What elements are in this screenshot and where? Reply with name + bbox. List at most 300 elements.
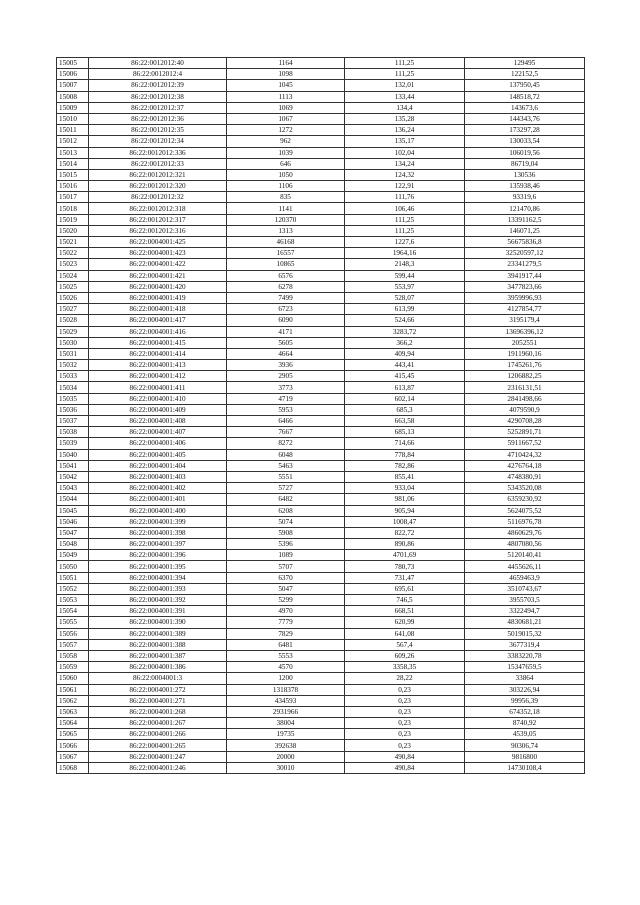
specific-value-cell: 135,17	[345, 136, 465, 147]
cadastral-value-cell: 5252891,71	[465, 427, 585, 438]
row-number-cell: 15062	[57, 695, 89, 706]
specific-value-cell: 111,25	[345, 58, 465, 69]
specific-value-cell: 106,46	[345, 203, 465, 214]
specific-value-cell: 663,58	[345, 416, 465, 427]
table-row	[57, 762, 585, 773]
row-number-cell: 15050	[57, 561, 89, 572]
area-cell: 7499	[227, 292, 345, 303]
row-number-cell: 15057	[57, 639, 89, 650]
row-number-cell: 15030	[57, 337, 89, 348]
row-number-cell: 15022	[57, 248, 89, 259]
specific-value-cell: 134,24	[345, 158, 465, 169]
area-cell: 4171	[227, 326, 345, 337]
table-row	[57, 113, 585, 124]
specific-value-cell: 1227,6	[345, 237, 465, 248]
cadastral-value-cell: 137950,45	[465, 80, 585, 91]
table-row	[57, 248, 585, 259]
area-cell: 1050	[227, 169, 345, 180]
area-cell: 16557	[227, 248, 345, 259]
cadastral-number-cell: 86:22:0004001:401	[89, 494, 227, 505]
cadastral-number-cell: 86:22:0004001:403	[89, 471, 227, 482]
specific-value-cell: 1008,47	[345, 516, 465, 527]
specific-value-cell: 782,86	[345, 460, 465, 471]
cadastral-number-cell: 86:22:0012012:37	[89, 102, 227, 113]
area-cell: 4570	[227, 662, 345, 673]
area-cell: 19735	[227, 729, 345, 740]
area-cell: 20000	[227, 751, 345, 762]
row-number-cell: 15063	[57, 706, 89, 717]
row-number-cell: 15061	[57, 684, 89, 695]
specific-value-cell: 133,44	[345, 91, 465, 102]
cadastral-value-cell: 130033,54	[465, 136, 585, 147]
cadastral-number-cell: 86:22:0004001:387	[89, 650, 227, 661]
cadastral-number-cell: 86:22:0004001:418	[89, 304, 227, 315]
row-number-cell: 15010	[57, 113, 89, 124]
table-row	[57, 326, 585, 337]
cadastral-value-cell: 93319,6	[465, 192, 585, 203]
area-cell: 5953	[227, 404, 345, 415]
area-cell: 6482	[227, 494, 345, 505]
table-row	[57, 281, 585, 292]
row-number-cell: 15068	[57, 762, 89, 773]
table-row	[57, 438, 585, 449]
specific-value-cell: 714,66	[345, 438, 465, 449]
table-row	[57, 147, 585, 158]
area-cell: 6466	[227, 416, 345, 427]
table-row	[57, 718, 585, 729]
row-number-cell: 15029	[57, 326, 89, 337]
row-number-cell: 15026	[57, 292, 89, 303]
specific-value-cell: 599,44	[345, 270, 465, 281]
area-cell: 4719	[227, 393, 345, 404]
cadastral-number-cell: 86:22:0012012:317	[89, 214, 227, 225]
specific-value-cell: 490,84	[345, 751, 465, 762]
area-cell: 5908	[227, 527, 345, 538]
cadastral-number-cell: 86:22:0004001:421	[89, 270, 227, 281]
cadastral-number-cell: 86:22:0004001:406	[89, 438, 227, 449]
cadastral-value-cell: 32520597,12	[465, 248, 585, 259]
cadastral-value-cell: 6359230,92	[465, 494, 585, 505]
cadastral-number-cell: 86:22:0012012:336	[89, 147, 227, 158]
cadastral-number-cell: 86:22:0004001:391	[89, 606, 227, 617]
row-number-cell: 15032	[57, 360, 89, 371]
row-number-cell: 15035	[57, 393, 89, 404]
table-row	[57, 91, 585, 102]
cadastral-value-cell: 3677319,4	[465, 639, 585, 650]
row-number-cell: 15047	[57, 527, 89, 538]
cadastral-number-cell: 86:22:0012012:35	[89, 125, 227, 136]
cadastral-number-cell: 86:22:0004001:420	[89, 281, 227, 292]
cadastral-value-cell: 121470,86	[465, 203, 585, 214]
row-number-cell: 15053	[57, 595, 89, 606]
row-number-cell: 15008	[57, 91, 89, 102]
cadastral-value-cell: 3959996,93	[465, 292, 585, 303]
table-row	[57, 650, 585, 661]
cadastral-value-cell: 15347659,5	[465, 662, 585, 673]
table-row	[57, 460, 585, 471]
specific-value-cell: 443,41	[345, 360, 465, 371]
cadastral-value-cell: 5120140,41	[465, 550, 585, 561]
area-cell: 5074	[227, 516, 345, 527]
specific-value-cell: 3283,72	[345, 326, 465, 337]
cadastral-number-cell: 86:22:0004001:413	[89, 360, 227, 371]
area-cell: 3773	[227, 382, 345, 393]
area-cell: 5727	[227, 483, 345, 494]
cadastral-number-cell: 86:22:0004001:395	[89, 561, 227, 572]
row-number-cell: 15009	[57, 102, 89, 113]
table-row	[57, 315, 585, 326]
area-cell: 1141	[227, 203, 345, 214]
row-number-cell: 15066	[57, 740, 89, 751]
cadastral-number-cell: 86:22:0004001:423	[89, 248, 227, 259]
specific-value-cell: 641,08	[345, 628, 465, 639]
cadastral-number-cell: 86:22:0004001:400	[89, 505, 227, 516]
cadastral-value-cell: 3383220,78	[465, 650, 585, 661]
cadastral-value-cell: 173297,28	[465, 125, 585, 136]
specific-value-cell: 490,84	[345, 762, 465, 773]
cadastral-value-cell: 130536	[465, 169, 585, 180]
area-cell: 1069	[227, 102, 345, 113]
row-number-cell: 15013	[57, 147, 89, 158]
area-cell: 46168	[227, 237, 345, 248]
area-cell: 6278	[227, 281, 345, 292]
cadastral-value-cell: 1911960,16	[465, 348, 585, 359]
row-number-cell: 15028	[57, 315, 89, 326]
row-number-cell: 15059	[57, 662, 89, 673]
cadastral-value-cell: 1206882,25	[465, 371, 585, 382]
area-cell: 5299	[227, 595, 345, 606]
table-row	[57, 449, 585, 460]
row-number-cell: 15014	[57, 158, 89, 169]
row-number-cell: 15033	[57, 371, 89, 382]
cadastral-value-cell: 99956,39	[465, 695, 585, 706]
row-number-cell: 15011	[57, 125, 89, 136]
cadastral-number-cell: 86:22:0012012:36	[89, 113, 227, 124]
area-cell: 2905	[227, 371, 345, 382]
cadastral-value-cell: 8740,92	[465, 718, 585, 729]
table-row	[57, 214, 585, 225]
row-number-cell: 15052	[57, 583, 89, 594]
specific-value-cell: 4701,69	[345, 550, 465, 561]
specific-value-cell: 695,61	[345, 583, 465, 594]
table-row	[57, 270, 585, 281]
table-row	[57, 628, 585, 639]
cadastral-value-cell: 5343520,08	[465, 483, 585, 494]
area-cell: 6723	[227, 304, 345, 315]
cadastral-value-cell: 2841498,66	[465, 393, 585, 404]
table-row	[57, 158, 585, 169]
row-number-cell: 15042	[57, 471, 89, 482]
area-cell: 6048	[227, 449, 345, 460]
cadastral-value-cell: 3941917,44	[465, 270, 585, 281]
row-number-cell: 15023	[57, 259, 89, 270]
row-number-cell: 15044	[57, 494, 89, 505]
row-number-cell: 15020	[57, 225, 89, 236]
cadastral-number-cell: 86:22:0004001:390	[89, 617, 227, 628]
cadastral-value-cell: 4659463,9	[465, 572, 585, 583]
area-cell: 38004	[227, 718, 345, 729]
specific-value-cell: 135,28	[345, 113, 465, 124]
specific-value-cell: 905,94	[345, 505, 465, 516]
specific-value-cell: 890,86	[345, 539, 465, 550]
specific-value-cell: 613,87	[345, 382, 465, 393]
specific-value-cell: 134,4	[345, 102, 465, 113]
cadastral-number-cell: 86:22:0004001:412	[89, 371, 227, 382]
cadastral-number-cell: 86:22:0004001:417	[89, 315, 227, 326]
table-row	[57, 259, 585, 270]
area-cell: 3936	[227, 360, 345, 371]
row-number-cell: 15031	[57, 348, 89, 359]
cadastral-number-cell: 86:22:0012012:34	[89, 136, 227, 147]
cadastral-value-cell: 148518,72	[465, 91, 585, 102]
specific-value-cell: 0,23	[345, 729, 465, 740]
cadastral-number-cell: 86:22:0004001:394	[89, 572, 227, 583]
area-cell: 6370	[227, 572, 345, 583]
row-number-cell: 15007	[57, 80, 89, 91]
area-cell: 1113	[227, 91, 345, 102]
specific-value-cell: 409,94	[345, 348, 465, 359]
table-row	[57, 483, 585, 494]
table-row	[57, 606, 585, 617]
table-row	[57, 348, 585, 359]
cadastral-number-cell: 86:22:0004001:425	[89, 237, 227, 248]
row-number-cell: 15015	[57, 169, 89, 180]
specific-value-cell: 620,99	[345, 617, 465, 628]
area-cell: 1164	[227, 58, 345, 69]
row-number-cell: 15039	[57, 438, 89, 449]
cadastral-number-cell: 86:22:0004001:271	[89, 695, 227, 706]
cadastral-number-cell: 86:22:0004001:3	[89, 673, 227, 684]
cadastral-number-cell: 86:22:0004001:416	[89, 326, 227, 337]
specific-value-cell: 111,76	[345, 192, 465, 203]
cadastral-number-cell: 86:22:0004001:272	[89, 684, 227, 695]
specific-value-cell: 366,2	[345, 337, 465, 348]
table-row	[57, 595, 585, 606]
table-row	[57, 639, 585, 650]
row-number-cell: 15017	[57, 192, 89, 203]
specific-value-cell: 524,66	[345, 315, 465, 326]
cadastral-number-cell: 86:22:0004001:408	[89, 416, 227, 427]
row-number-cell: 15005	[57, 58, 89, 69]
cadastral-value-cell: 23341279,5	[465, 259, 585, 270]
row-number-cell: 15060	[57, 673, 89, 684]
area-cell: 4970	[227, 606, 345, 617]
cadastral-value-cell: 3510743,67	[465, 583, 585, 594]
area-cell: 1089	[227, 550, 345, 561]
cadastral-value-cell: 13696396,12	[465, 326, 585, 337]
area-cell: 1106	[227, 181, 345, 192]
table-row	[57, 169, 585, 180]
cadastral-number-cell: 86:22:0004001:409	[89, 404, 227, 415]
table-row	[57, 729, 585, 740]
row-number-cell: 15018	[57, 203, 89, 214]
table-row	[57, 539, 585, 550]
cadastral-value-cell: 4276764,18	[465, 460, 585, 471]
specific-value-cell: 567,4	[345, 639, 465, 650]
area-cell: 392638	[227, 740, 345, 751]
row-number-cell: 15037	[57, 416, 89, 427]
table-row	[57, 80, 585, 91]
cadastral-number-cell: 86:22:0004001:393	[89, 583, 227, 594]
specific-value-cell: 122,91	[345, 181, 465, 192]
cadastral-value-cell: 4290708,28	[465, 416, 585, 427]
area-cell: 1200	[227, 673, 345, 684]
row-number-cell: 15067	[57, 751, 89, 762]
specific-value-cell: 0,23	[345, 684, 465, 695]
area-cell: 5396	[227, 539, 345, 550]
area-cell: 8272	[227, 438, 345, 449]
table-row	[57, 125, 585, 136]
table-row	[57, 393, 585, 404]
cadastral-number-cell: 86:22:0004001:402	[89, 483, 227, 494]
cadastral-number-cell: 86:22:0004001:414	[89, 348, 227, 359]
cadastral-number-cell: 86:22:0004001:388	[89, 639, 227, 650]
area-cell: 6208	[227, 505, 345, 516]
row-number-cell: 15027	[57, 304, 89, 315]
specific-value-cell: 553,97	[345, 281, 465, 292]
row-number-cell: 15040	[57, 449, 89, 460]
cadastral-number-cell: 86:22:0004001:392	[89, 595, 227, 606]
row-number-cell: 15056	[57, 628, 89, 639]
cadastral-number-cell: 86:22:0004001:407	[89, 427, 227, 438]
table-row	[57, 516, 585, 527]
table-row	[57, 572, 585, 583]
specific-value-cell: 933,04	[345, 483, 465, 494]
table-row	[57, 561, 585, 572]
specific-value-cell: 0,23	[345, 740, 465, 751]
specific-value-cell: 778,84	[345, 449, 465, 460]
cadastral-number-cell: 86:22:0004001:268	[89, 706, 227, 717]
cadastral-number-cell: 86:22:0012012:39	[89, 80, 227, 91]
cadastral-value-cell: 135938,46	[465, 181, 585, 192]
cadastral-value-cell: 56675836,8	[465, 237, 585, 248]
cadastral-number-cell: 86:22:0004001:399	[89, 516, 227, 527]
cadastral-value-cell: 4127854,77	[465, 304, 585, 315]
cadastral-number-cell: 86:22:0012012:321	[89, 169, 227, 180]
row-number-cell: 15051	[57, 572, 89, 583]
specific-value-cell: 668,51	[345, 606, 465, 617]
table-row	[57, 695, 585, 706]
cadastral-value-cell: 5624075,52	[465, 505, 585, 516]
table-row	[57, 136, 585, 147]
table-row	[57, 304, 585, 315]
cadastral-value-cell: 2316131,51	[465, 382, 585, 393]
table-row	[57, 181, 585, 192]
table-row	[57, 337, 585, 348]
row-number-cell: 15012	[57, 136, 89, 147]
area-cell: 7667	[227, 427, 345, 438]
cadastral-value-cell: 5116976,78	[465, 516, 585, 527]
row-number-cell: 15058	[57, 650, 89, 661]
specific-value-cell: 28,22	[345, 673, 465, 684]
cadastral-value-cell: 5911667,52	[465, 438, 585, 449]
specific-value-cell: 1964,16	[345, 248, 465, 259]
row-number-cell: 15043	[57, 483, 89, 494]
area-cell: 30010	[227, 762, 345, 773]
table-row	[57, 751, 585, 762]
cadastral-number-cell: 86:22:0004001:410	[89, 393, 227, 404]
specific-value-cell: 102,04	[345, 147, 465, 158]
specific-value-cell: 132,01	[345, 80, 465, 91]
area-cell: 5047	[227, 583, 345, 594]
cadastral-value-cell: 122152,5	[465, 69, 585, 80]
cadastral-number-cell: 86:22:0012012:4	[89, 69, 227, 80]
area-cell: 6576	[227, 270, 345, 281]
cadastral-value-cell: 144343,76	[465, 113, 585, 124]
table-body	[57, 58, 585, 774]
table-row	[57, 684, 585, 695]
row-number-cell: 15038	[57, 427, 89, 438]
area-cell: 1039	[227, 147, 345, 158]
table-row	[57, 416, 585, 427]
specific-value-cell: 981,06	[345, 494, 465, 505]
row-number-cell: 15021	[57, 237, 89, 248]
area-cell: 10865	[227, 259, 345, 270]
cadastral-value-cell: 303226,94	[465, 684, 585, 695]
area-cell: 835	[227, 192, 345, 203]
cadastral-number-cell: 86:22:0012012:38	[89, 91, 227, 102]
row-number-cell: 15064	[57, 718, 89, 729]
row-number-cell: 15024	[57, 270, 89, 281]
cadastral-number-cell: 86:22:0004001:386	[89, 662, 227, 673]
cadastral-value-cell: 9816800	[465, 751, 585, 762]
specific-value-cell: 855,41	[345, 471, 465, 482]
specific-value-cell: 685,3	[345, 404, 465, 415]
cadastral-value-cell: 674352,18	[465, 706, 585, 717]
cadastral-value-cell: 146071,25	[465, 225, 585, 236]
cadastral-value-cell: 4455626,11	[465, 561, 585, 572]
table-row	[57, 550, 585, 561]
table-row	[57, 69, 585, 80]
cadastral-value-cell: 3322494,7	[465, 606, 585, 617]
specific-value-cell: 2148,3	[345, 259, 465, 270]
cadastral-number-cell: 86:22:0004001:411	[89, 382, 227, 393]
specific-value-cell: 3358,35	[345, 662, 465, 673]
area-cell: 7779	[227, 617, 345, 628]
row-number-cell: 15049	[57, 550, 89, 561]
area-cell: 962	[227, 136, 345, 147]
row-number-cell: 15045	[57, 505, 89, 516]
row-number-cell: 15041	[57, 460, 89, 471]
area-cell: 5707	[227, 561, 345, 572]
table-row	[57, 583, 585, 594]
cadastral-number-cell: 86:22:0004001:419	[89, 292, 227, 303]
specific-value-cell: 111,25	[345, 69, 465, 80]
cadastral-value-cell: 4807080,56	[465, 539, 585, 550]
table-row	[57, 382, 585, 393]
cadastral-number-cell: 86:22:0004001:265	[89, 740, 227, 751]
area-cell: 1318378	[227, 684, 345, 695]
cadastral-value-cell: 129495	[465, 58, 585, 69]
row-number-cell: 15046	[57, 516, 89, 527]
table-row	[57, 427, 585, 438]
specific-value-cell: 780,73	[345, 561, 465, 572]
table-row	[57, 371, 585, 382]
specific-value-cell: 0,23	[345, 718, 465, 729]
table-row	[57, 673, 585, 684]
area-cell: 6090	[227, 315, 345, 326]
cadastral-value-cell: 90306,74	[465, 740, 585, 751]
row-number-cell: 15025	[57, 281, 89, 292]
row-number-cell: 15055	[57, 617, 89, 628]
specific-value-cell: 731,47	[345, 572, 465, 583]
area-cell: 5605	[227, 337, 345, 348]
area-cell: 120370	[227, 214, 345, 225]
table-row	[57, 292, 585, 303]
cadastral-value-cell: 4860629,76	[465, 527, 585, 538]
cadastral-number-cell: 86:22:0012012:318	[89, 203, 227, 214]
specific-value-cell: 111,25	[345, 225, 465, 236]
